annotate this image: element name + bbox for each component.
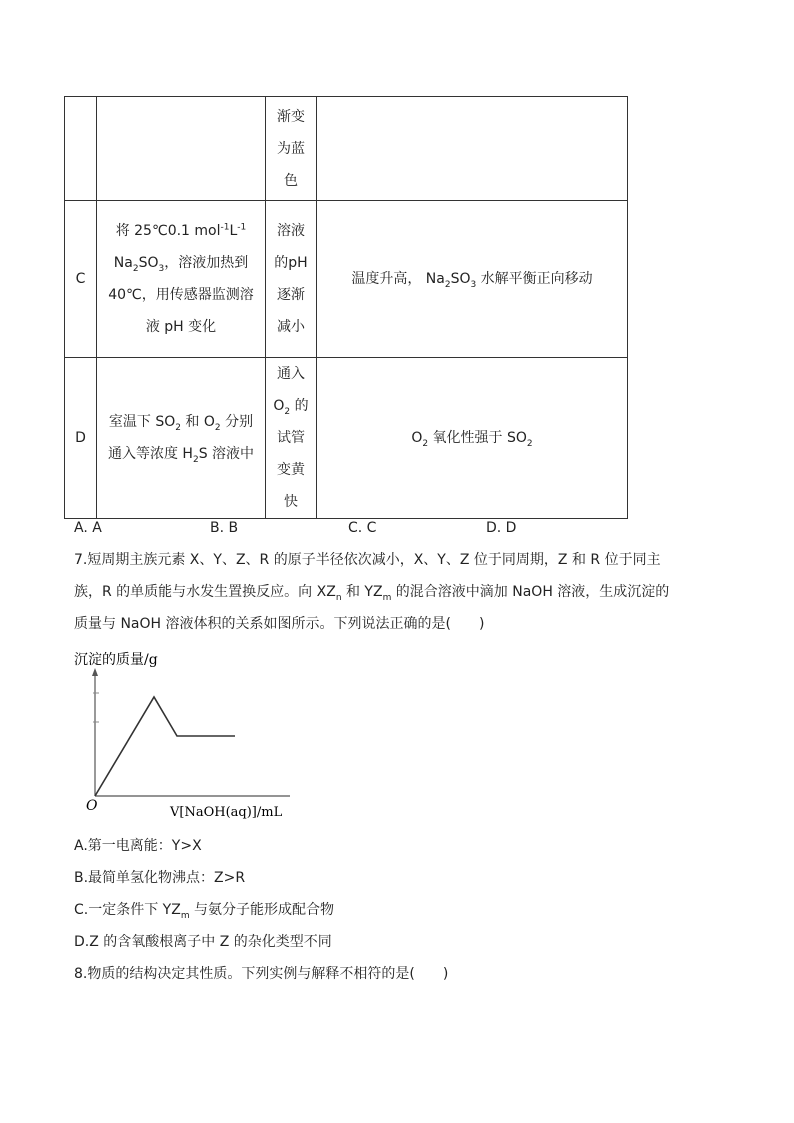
q8-stem: 8.物质的结构决定其性质。下列实例与解释不相符的是( ) <box>74 966 449 982</box>
q7-stem-line3: 质量与 NaOH 溶液体积的关系如图所示。下列说法正确的是( ) <box>74 616 485 632</box>
row-phenomenon <box>266 97 317 201</box>
q7-option-d[interactable]: D.Z 的含氧酸根离子中 Z 的杂化类型不同 <box>74 934 332 950</box>
experiment-table <box>64 96 628 519</box>
row-description <box>97 97 266 201</box>
chart-origin: O <box>86 798 98 814</box>
q7-option-b[interactable]: B.最简单氢化物沸点：Z>R <box>74 870 246 886</box>
description-text: 室温下 $SO_2$ 和 $O_2$ 分别通入等浓度 $H_2S$ 溶液中 <box>107 414 255 465</box>
q7-option-c[interactable]: C.一定条件下 $YZ_m$ 与氨分子能形成配合物 <box>74 902 335 921</box>
phenomenon-text: 溶液的pH逐渐减小 <box>274 223 308 335</box>
option-d[interactable]: D. D <box>486 520 517 536</box>
option-a[interactable]: A. A <box>74 520 102 536</box>
row-conclusion: 温度升高， $Na_2SO_3$ 水解平衡正向移动 <box>317 201 628 358</box>
option-b[interactable]: B. B <box>210 520 239 536</box>
row-label <box>65 97 97 201</box>
row-phenomenon <box>266 201 317 358</box>
chart-x-label: V[NaOH(aq)]/mL <box>170 805 283 820</box>
chart-y-label: 沉淀的质量/g <box>74 652 158 668</box>
table-row <box>65 97 628 201</box>
precipitate-chart <box>70 648 300 826</box>
phenomenon-text: 通入 $O_2$ 的试管变黄快 <box>273 366 309 510</box>
q6-options <box>74 520 674 540</box>
row-description <box>97 201 266 358</box>
row-conclusion <box>317 97 628 201</box>
table-row <box>65 358 628 519</box>
row-conclusion: $O_2$ 氧化性强于 $SO_2$ <box>317 358 628 519</box>
q7-stem-line2: 族，R 的单质能与水发生置换反应。向 $XZ_n$ 和 $YZ_m$ 的混合溶液中滴加 NaOH 溶液，生成沉淀的 <box>74 584 670 603</box>
row-description <box>97 358 266 519</box>
row-phenomenon <box>266 358 317 519</box>
phenomenon-text: 渐变为蓝色 <box>277 108 305 189</box>
row-label: D <box>65 358 97 519</box>
precipitate-curve <box>95 697 235 796</box>
y-axis-arrow <box>92 668 98 676</box>
q7-option-a[interactable]: A.第一电离能：Y>X <box>74 838 202 854</box>
option-c[interactable]: C. C <box>348 520 377 536</box>
row-label: C <box>65 201 97 358</box>
description-text: 将 25℃0.1 $mol^{-1}L^{-1}$ $Na_2SO_3$，溶液加热到 40℃，用传感器监测溶液 pH 变化 <box>108 222 254 335</box>
table-row <box>65 201 628 358</box>
q7-stem-line1: 7.短周期主族元素 X、Y、Z、R 的原子半径依次减小，X、Y、Z 位于同周期，Z 和 R 位于同主 <box>74 552 661 568</box>
